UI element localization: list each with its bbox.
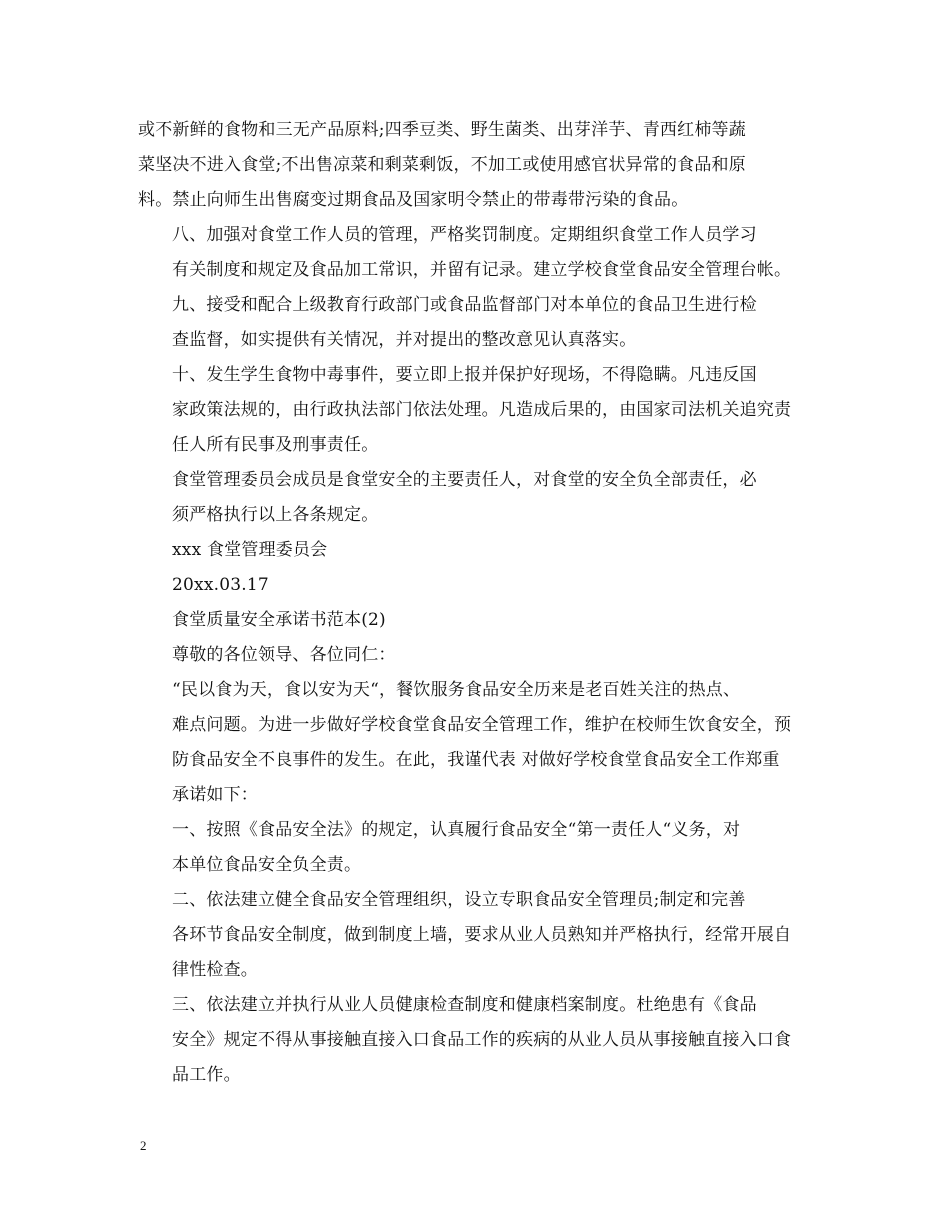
text-line: 八、加强对食堂工作人员的管理，严格奖罚制度。定期组织食堂工作人员学习 xyxy=(172,225,757,245)
paragraph xyxy=(138,218,814,288)
text-line: 一、按照《食品安全法》的规定，认真履行食品安全“第一责任人“义务，对 xyxy=(172,820,741,840)
paragraph xyxy=(138,603,814,638)
text-line: 律性检查。 xyxy=(172,960,258,980)
text-line: 九、接受和配合上级教育行政部门或食品监督部门对本单位的食品卫生进行检 xyxy=(172,295,757,315)
paragraph xyxy=(138,673,814,813)
paragraph xyxy=(138,463,814,533)
text-line: 尊敬的各位领导、各位同仁： xyxy=(172,645,396,665)
paragraph xyxy=(138,113,814,218)
text-line: 二、依法建立健全食品安全管理组织，设立专职食品安全管理员;制定和完善 xyxy=(172,890,746,910)
text-line: 安全》规定不得从事接触直接入口食品工作的疾病的从业人员从事接触直接入口食 xyxy=(172,1030,792,1050)
text-line: 须严格执行以上各条规定。 xyxy=(172,505,379,525)
text-line: 本单位食品安全负全责。 xyxy=(172,855,362,875)
text-line: 十、发生学生食物中毒事件，要立即上报并保护好现场，不得隐瞒。凡违反国 xyxy=(172,365,757,385)
text-line: xxx 食堂管理委员会 xyxy=(172,540,328,560)
text-line: 食堂质量安全承诺书范本(2) xyxy=(172,610,386,630)
text-line: 食堂管理委员会成员是食堂安全的主要责任人，对食堂的安全负全部责任，必 xyxy=(172,470,757,490)
text-line: 任人所有民事及刑事责任。 xyxy=(172,435,379,455)
paragraph xyxy=(138,288,814,358)
paragraph xyxy=(138,568,814,603)
text-line: 承诺如下： xyxy=(172,785,258,805)
text-line: 品工作。 xyxy=(172,1065,241,1085)
text-line: 难点问题。为进一步做好学校食堂食品安全管理工作，维护在校师生饮食安全，预 xyxy=(172,715,792,735)
text-line: 有关制度和规定及食品加工常识，并留有记录。建立学校食堂食品安全管理台帐。 xyxy=(172,260,792,280)
paragraph xyxy=(138,883,814,988)
text-line: 查监督，如实提供有关情况，并对提出的整改意见认真落实。 xyxy=(172,330,637,350)
paragraph xyxy=(138,358,814,463)
text-line: 家政策法规的，由行政执法部门依法处理。凡造成后果的，由国家司法机关追究责 xyxy=(172,400,792,420)
text-line: 20xx.03.17 xyxy=(172,575,269,595)
text-line: 各环节食品安全制度，做到制度上墙，要求从业人员熟知并严格执行，经常开展自 xyxy=(172,925,792,945)
paragraph xyxy=(138,988,814,1093)
text-line: “民以食为天，食以安为天“，餐饮服务食品安全历来是老百姓关注的热点、 xyxy=(172,680,741,700)
text-line: 三、依法建立并执行从业人员健康检查制度和健康档案制度。杜绝患有《食品 xyxy=(172,995,757,1015)
text-line: 防食品安全不良事件的发生。在此，我谨代表 对做好学校食堂食品安全工作郑重 xyxy=(172,750,780,770)
document-body xyxy=(138,113,814,1093)
text-line: 料。禁止向师生出售腐变过期食品及国家明令禁止的带毒带污染的食品。 xyxy=(138,190,689,210)
paragraph xyxy=(138,533,814,568)
text-line: 菜坚决不进入食堂;不出售凉菜和剩菜剩饭，不加工或使用感官状异常的食品和原 xyxy=(138,155,746,175)
paragraph xyxy=(138,638,814,673)
paragraph xyxy=(138,813,814,883)
text-line: 或不新鲜的食物和三无产品原料;四季豆类、野生菌类、出芽洋芋、青西红柿等蔬 xyxy=(138,120,746,140)
page-number: 2 xyxy=(140,1138,147,1153)
